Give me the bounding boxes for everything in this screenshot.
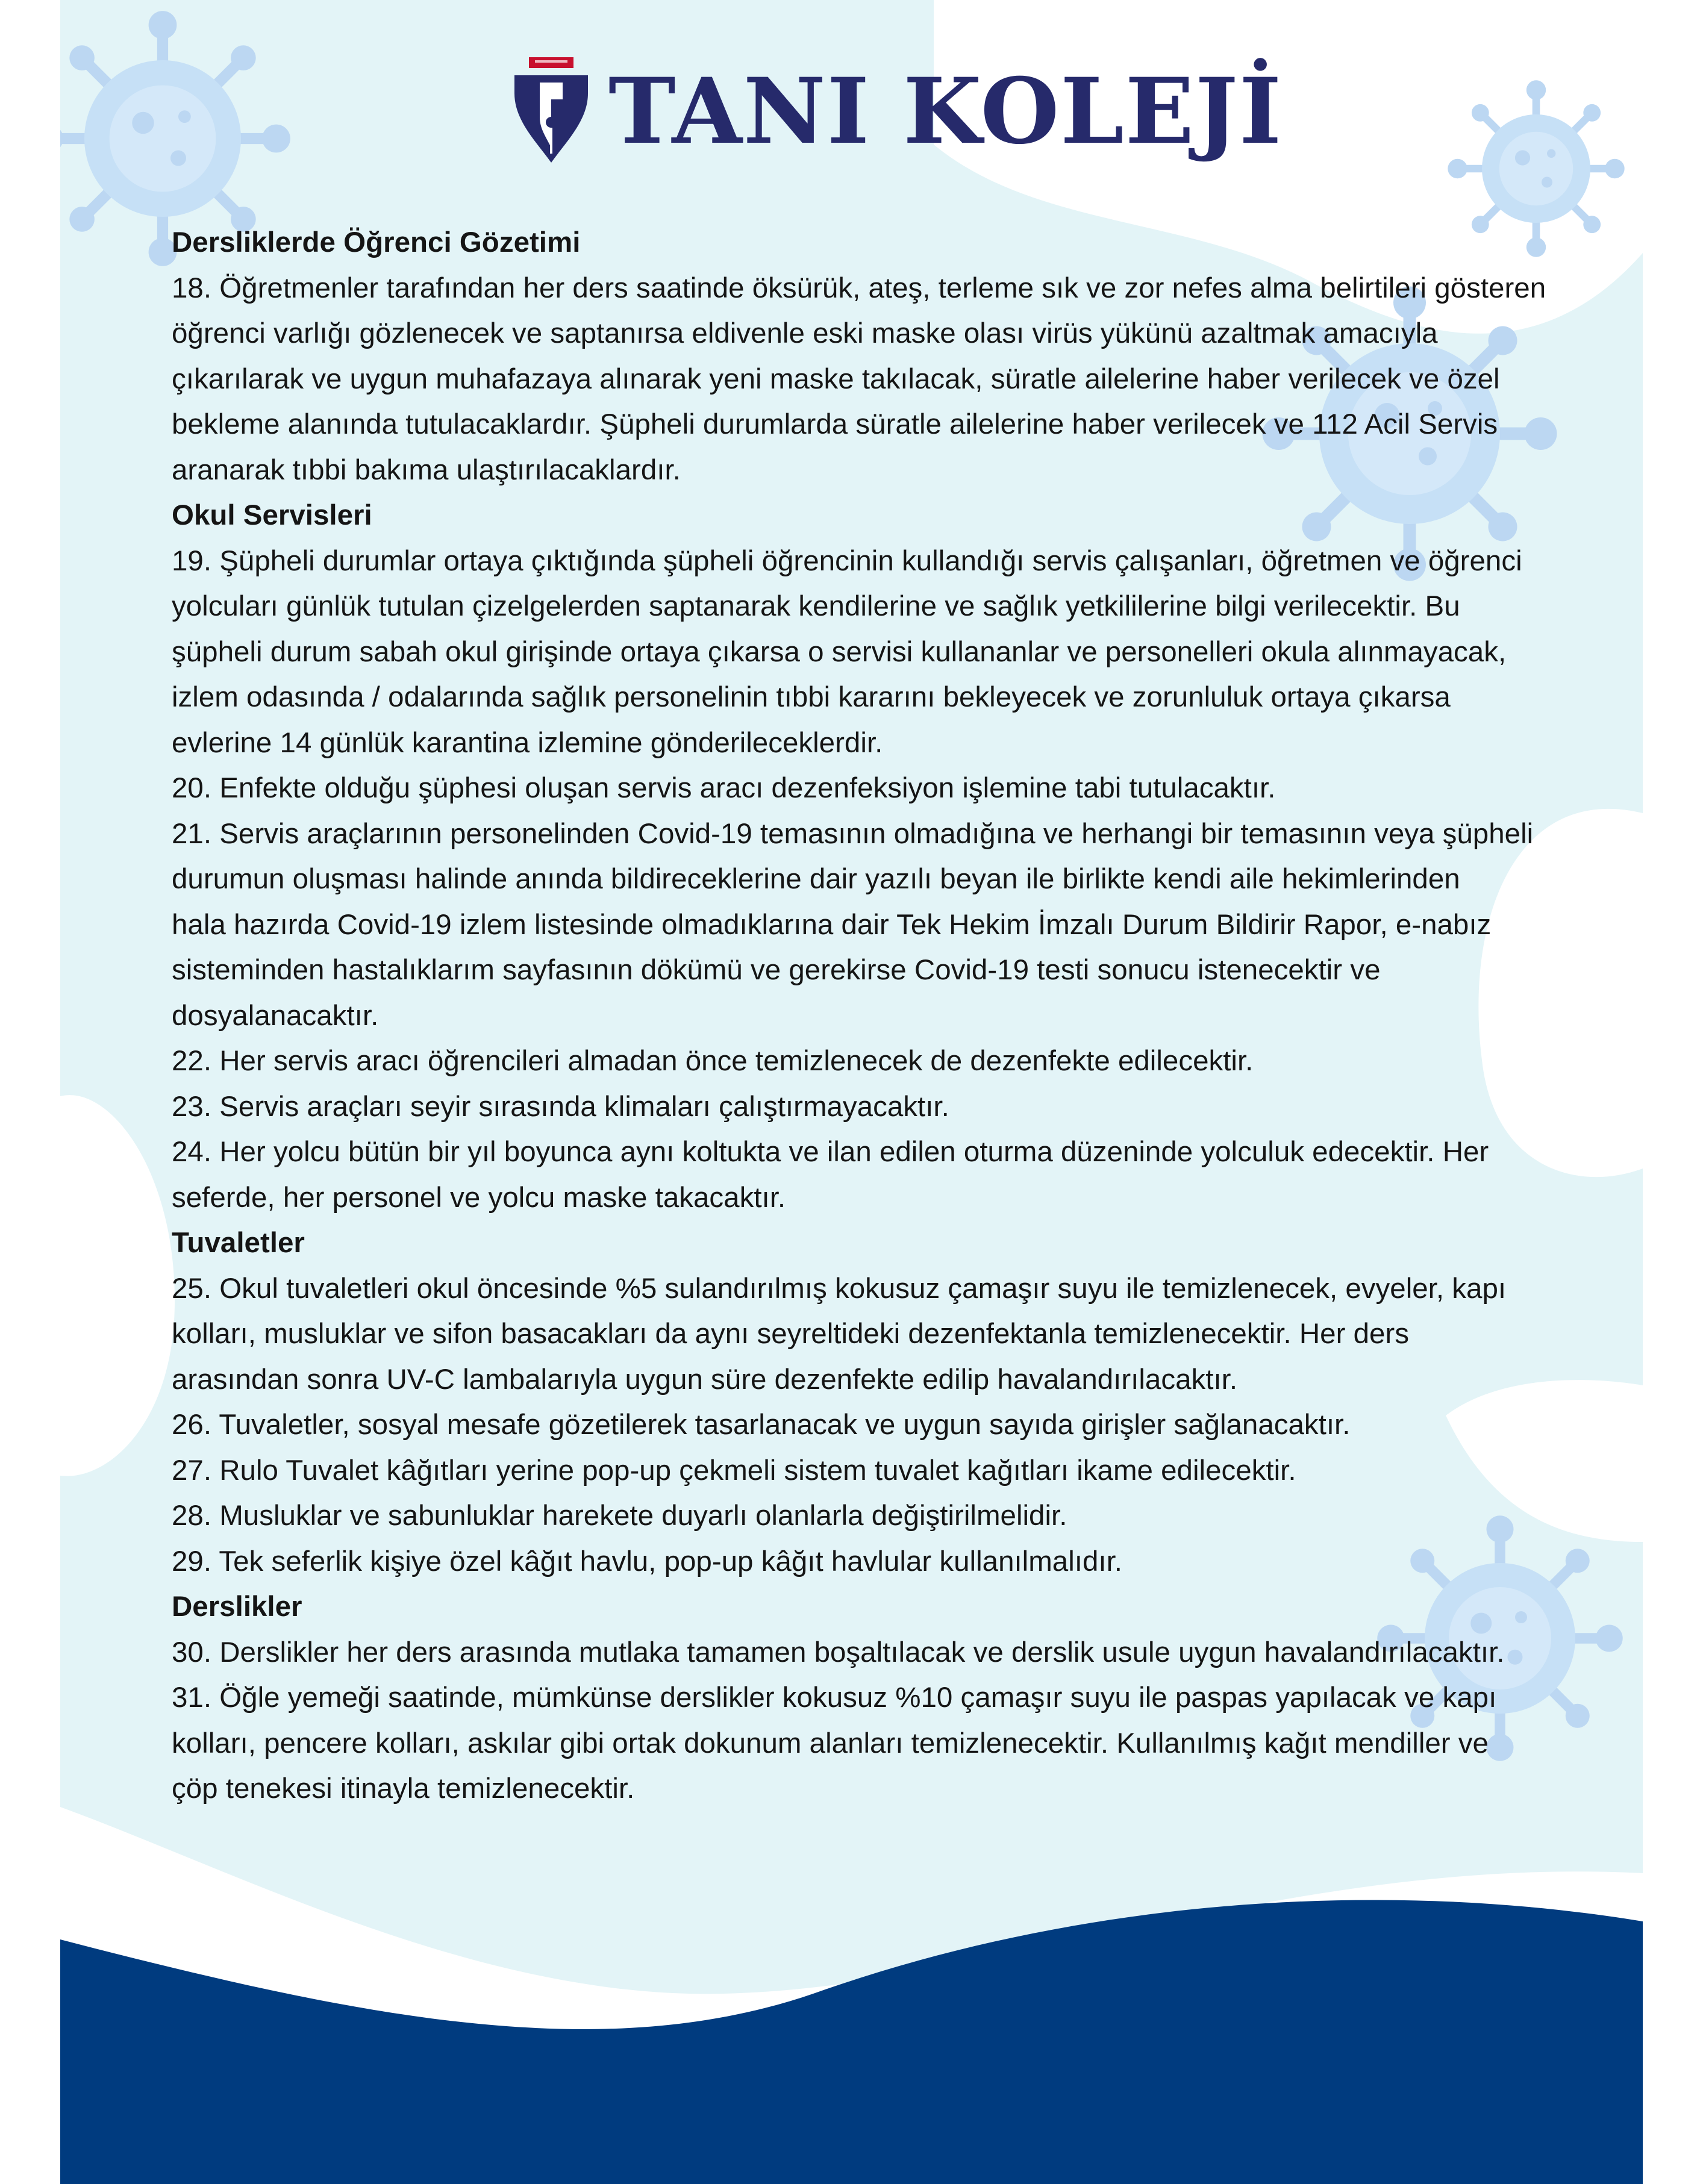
body-line: 21. Servis araçlarının personelinden Covid-19 temasının olmadığına ve herhangi bir temasının veya şüpheli (172, 817, 1534, 850)
body-line: kolları, musluklar ve sifon basacakları da aynı seyreltideki dezenfektanla temizlenecektir. Her ders (172, 1318, 1410, 1350)
body-line: 30. Derslikler her ders arasında mutlaka tamamen boşaltılacak ve derslik usule uygun havalandırılacaktır. (172, 1636, 1505, 1668)
body-line: 20. Enfekte olduğu şüphesi oluşan servis aracı dezenfeksiyon işlemine tabi tutulacaktır. (172, 772, 1276, 804)
body-line: 19. Şüpheli durumlar ortaya çıktığında şüpheli öğrencinin kullandığı servis çalışanları, öğretmen ve öğrenci (172, 544, 1522, 577)
section-heading: Tuvaletler (172, 1227, 305, 1259)
body-line: hala hazırda Covid-19 izlem listesinde olmadıklarına dair Tek Hekim İmzalı Durum Bildirir Rapor, e-nabız (172, 908, 1492, 941)
body-line: öğrenci varlığı gözlenecek ve saptanırsa eldivenle eski maske olası virüs yükünü azaltmak amacıyla (172, 317, 1438, 349)
body-line: durumun oluşması halinde anında bildireceklerine dair yazılı beyan ile birlikte kendi aile hekimlerinden (172, 863, 1460, 895)
body-line: izlem odasında / odalarında sağlık personelinin tıbbi kararını bekleyecek ve zorunluluk ortaya çıkarsa (172, 681, 1451, 713)
document-body (172, 220, 1643, 1812)
body-line: 26. Tuvaletler, sosyal mesafe gözetilerek tasarlanacak ve uygun sayıda girişler sağlanacaktır. (172, 1409, 1351, 1441)
body-line: dosyalanacaktır. (172, 999, 379, 1032)
body-line: seferde, her personel ve yolcu maske takacaktır. (172, 1181, 786, 1214)
section-heading: Okul Servisleri (172, 499, 372, 531)
fountain-pen-nib-icon (512, 57, 590, 163)
school-name: TANI KOLEJİ (608, 58, 1283, 164)
body-line: sisteminden hastalıklarım sayfasının dökümü ve gerekirse Covid-19 testi sonucu istenecektir ve (172, 954, 1381, 986)
document-sheet (60, 0, 1643, 2184)
body-line: 18. Öğretmenler tarafından her ders saatinde öksürük, ateş, terleme sık ve zor nefes alma belirtileri gösteren (172, 272, 1546, 304)
body-line: çöp tenekesi itinayla temizlenecektir. (172, 1773, 635, 1805)
body-line: 27. Rulo Tuvalet kâğıtları yerine pop-up çekmeli sistem tuvalet kağıtları ikame edilecektir. (172, 1454, 1296, 1487)
body-line: evlerine 14 günlük karantina izlemine gönderileceklerdir. (172, 726, 883, 759)
body-line: çıkarılarak ve uygun muhafazaya alınarak yeni maske takılacak, süratle ailelerine haber verilecek ve özel (172, 363, 1500, 395)
body-line: 24. Her yolcu bütün bir yıl boyunca aynı koltukta ve ilan edilen oturma düzeninde yolculuk edecektir. Her (172, 1136, 1489, 1168)
body-line: arasından sonra UV-C lambalarıyla uygun süre dezenfekte edilip havalandırılacaktır. (172, 1363, 1238, 1396)
body-line: kolları, pencere kolları, askılar gibi ortak dokunum alanları temizlenecektir. Kullanılmış kağıt mendiller ve (172, 1727, 1489, 1759)
body-line: 25. Okul tuvaletleri okul öncesinde %5 sulandırılmış kokusuz çamaşır suyu ile temizlenecek, evyeler, kapı (172, 1272, 1507, 1305)
body-line: 28. Musluklar ve sabunluklar harekete duyarlı olanlarla değiştirilmelidir. (172, 1500, 1067, 1532)
body-line: yolcuları günlük tutulan çizelgelerden saptanarak kendilerine ve sağlık yetkililerine bilgi verilecektir. Bu (172, 590, 1460, 622)
body-line: 23. Servis araçları seyir sırasında klimaları çalıştırmayacaktır. (172, 1090, 949, 1123)
body-line: 29. Tek seferlik kişiye özel kâğıt havlu, pop-up kâğıt havlular kullanılmalıdır. (172, 1545, 1122, 1577)
body-line: şüpheli durum sabah okul girişinde ortaya çıkarsa o servisi kullananlar ve personelleri okula alınmayacak, (172, 635, 1507, 668)
body-line: 31. Öğle yemeği saatinde, mümkünse derslikler kokusuz %10 çamaşır suyu ile paspas yapılacak ve kapı (172, 1682, 1497, 1714)
section-heading: Dersliklerde Öğrenci Gözetimi (172, 226, 581, 258)
body-line: bekleme alanında tutulacaklardır. Şüpheli durumlarda süratle ailelerine haber verilecek ve 112 Acil Servis (172, 408, 1498, 440)
body-line: aranarak tıbbi bakıma ulaştırılacaklardır. (172, 454, 681, 486)
body-line: 22. Her servis aracı öğrencileri almadan önce temizlenecek de dezenfekte edilecektir. (172, 1045, 1254, 1077)
school-logo (512, 57, 1295, 166)
section-heading: Derslikler (172, 1591, 302, 1623)
